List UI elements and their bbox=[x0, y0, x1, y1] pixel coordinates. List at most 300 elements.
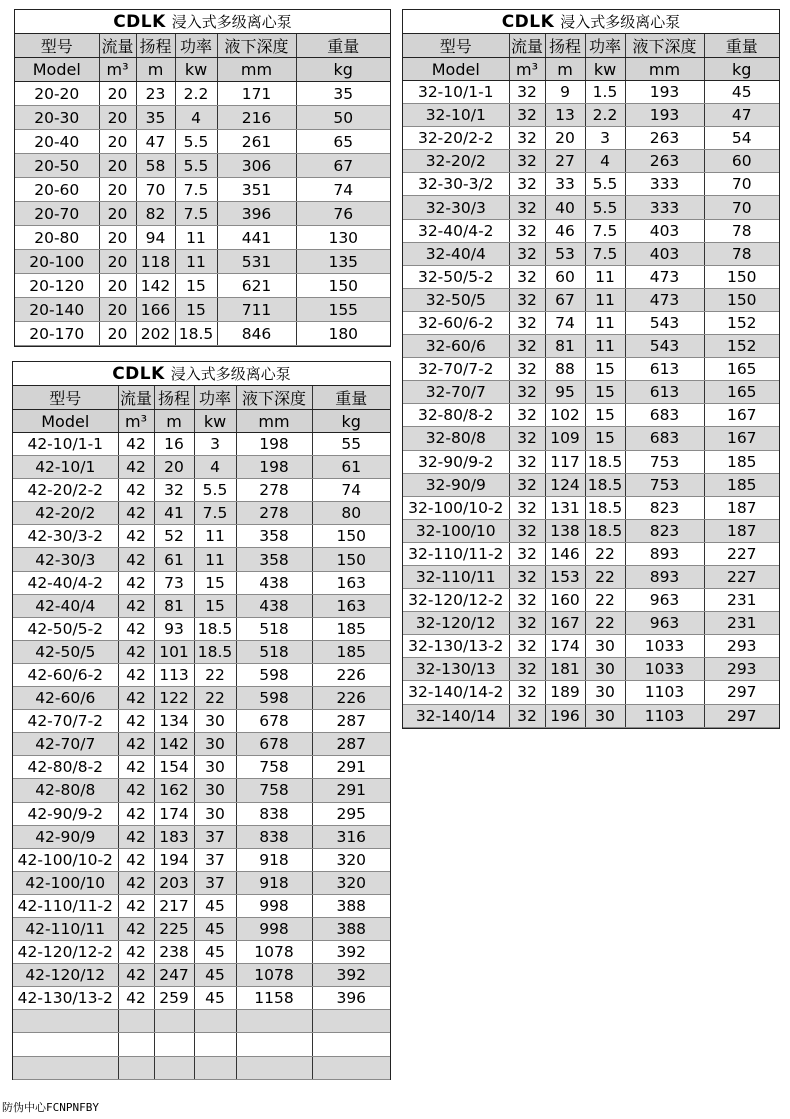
table-row bbox=[15, 250, 390, 274]
table-cell: 60 bbox=[704, 150, 779, 173]
table-cell: 35 bbox=[136, 106, 175, 130]
table-cell: 88 bbox=[545, 358, 585, 381]
table-cell: 162 bbox=[154, 779, 194, 802]
table-cell: 32-70/7-2 bbox=[403, 358, 509, 381]
table-cell: 683 bbox=[625, 427, 704, 450]
table-cell: 11 bbox=[585, 288, 625, 311]
table-cell: 621 bbox=[217, 274, 296, 298]
table-cell: 32 bbox=[509, 381, 545, 404]
table-cell: 102 bbox=[545, 404, 585, 427]
table-cell: 291 bbox=[312, 756, 390, 779]
header-row-cn bbox=[15, 34, 390, 58]
table-cell: 20 bbox=[99, 130, 136, 154]
table-cell: m³ bbox=[99, 58, 136, 82]
table-row bbox=[13, 594, 390, 617]
table-row bbox=[403, 658, 779, 681]
table-cell: 231 bbox=[704, 589, 779, 612]
table-cell: 225 bbox=[154, 917, 194, 940]
table-row bbox=[13, 917, 390, 940]
table-cell: 388 bbox=[312, 917, 390, 940]
table-cell: 998 bbox=[236, 894, 312, 917]
table-cell: 81 bbox=[545, 335, 585, 358]
table-cell: 473 bbox=[625, 288, 704, 311]
table-cell: 42-70/7-2 bbox=[13, 710, 118, 733]
table-cell: 543 bbox=[625, 311, 704, 334]
table-cell: 18.5 bbox=[585, 519, 625, 542]
table-cell: 20-50 bbox=[15, 154, 99, 178]
table-cell: 278 bbox=[236, 479, 312, 502]
table-cell: 42 bbox=[118, 756, 154, 779]
table-cell: 351 bbox=[217, 178, 296, 202]
table-cell: 40 bbox=[545, 196, 585, 219]
table-cell: 231 bbox=[704, 612, 779, 635]
table-cell: 5.5 bbox=[585, 196, 625, 219]
table-row bbox=[403, 311, 779, 334]
table-cell: kg bbox=[296, 58, 390, 82]
table-cell: mm bbox=[625, 58, 704, 81]
table-cell: 153 bbox=[545, 565, 585, 588]
table-cell: 74 bbox=[312, 479, 390, 502]
table-cell: 32 bbox=[509, 127, 545, 150]
table-cell: 32-50/5 bbox=[403, 288, 509, 311]
table-cell: 32 bbox=[509, 358, 545, 381]
table-cell: 838 bbox=[236, 802, 312, 825]
table-row bbox=[403, 104, 779, 127]
table-cell bbox=[312, 1033, 390, 1056]
table-cell: 187 bbox=[704, 496, 779, 519]
table-row bbox=[403, 427, 779, 450]
table-cell: 42-130/13-2 bbox=[13, 987, 118, 1010]
table-cell: 293 bbox=[704, 658, 779, 681]
table-cell: 20 bbox=[99, 226, 136, 250]
table-cell: 42 bbox=[118, 779, 154, 802]
table-cell: 217 bbox=[154, 894, 194, 917]
table-cell: 58 bbox=[136, 154, 175, 178]
table-cell: 65 bbox=[296, 130, 390, 154]
table-cell: 16 bbox=[154, 433, 194, 456]
table-cell: 流量 bbox=[99, 34, 136, 58]
table-cell: 403 bbox=[625, 242, 704, 265]
table-cell: 291 bbox=[312, 779, 390, 802]
table-cell: 11 bbox=[175, 250, 217, 274]
table-cell: 42 bbox=[118, 964, 154, 987]
table-cell: 150 bbox=[704, 288, 779, 311]
table-cell: 32 bbox=[509, 612, 545, 635]
table-cell: 20 bbox=[545, 127, 585, 150]
table-cell: 167 bbox=[545, 612, 585, 635]
table-cell: 238 bbox=[154, 941, 194, 964]
table-cell: 180 bbox=[296, 322, 390, 346]
table-cell: 306 bbox=[217, 154, 296, 178]
table-cell bbox=[13, 1033, 118, 1056]
table-cell: 122 bbox=[154, 687, 194, 710]
table-cell: 52 bbox=[154, 525, 194, 548]
table-cell: 20-30 bbox=[15, 106, 99, 130]
table-title-brand: CDLK bbox=[112, 364, 165, 384]
table-cell bbox=[236, 1010, 312, 1033]
table-cell: 45 bbox=[704, 81, 779, 104]
table-cell bbox=[13, 1056, 118, 1079]
table-cell: 42-100/10-2 bbox=[13, 848, 118, 871]
table-cell: 42 bbox=[118, 687, 154, 710]
table-cell: 388 bbox=[312, 894, 390, 917]
table-cell: 42 bbox=[118, 917, 154, 940]
table-cell: 42 bbox=[118, 617, 154, 640]
table-row bbox=[403, 288, 779, 311]
table-cell: 167 bbox=[704, 427, 779, 450]
table-cell: 7.5 bbox=[175, 178, 217, 202]
table-cell: 11 bbox=[585, 265, 625, 288]
spec-table-grid bbox=[13, 386, 390, 1080]
table-cell: 78 bbox=[704, 242, 779, 265]
table-cell: 150 bbox=[296, 274, 390, 298]
table-row bbox=[403, 358, 779, 381]
table-cell: 32 bbox=[509, 496, 545, 519]
table-cell: 160 bbox=[545, 589, 585, 612]
table-cell: 42 bbox=[118, 571, 154, 594]
table-cell: 185 bbox=[704, 473, 779, 496]
table-cell: 20-120 bbox=[15, 274, 99, 298]
table-cell: 18.5 bbox=[194, 640, 236, 663]
table-cell: 893 bbox=[625, 542, 704, 565]
table-cell: 263 bbox=[625, 150, 704, 173]
table-cell: 20 bbox=[99, 178, 136, 202]
table-cell: 42 bbox=[118, 987, 154, 1010]
table-cell: 42 bbox=[118, 525, 154, 548]
table-cell: 11 bbox=[194, 548, 236, 571]
table-cell: 7.5 bbox=[585, 219, 625, 242]
table-cell: 32-90/9 bbox=[403, 473, 509, 496]
table-cell: 功率 bbox=[194, 386, 236, 410]
table-row bbox=[13, 640, 390, 663]
table-cell: 42 bbox=[118, 456, 154, 479]
table-cell: 183 bbox=[154, 825, 194, 848]
table-row bbox=[15, 154, 390, 178]
table-cell: 20 bbox=[154, 456, 194, 479]
table-cell: 42 bbox=[118, 548, 154, 571]
table-row bbox=[13, 1056, 390, 1079]
table-cell: 32-90/9-2 bbox=[403, 450, 509, 473]
table-cell: 11 bbox=[585, 335, 625, 358]
table-cell: 4 bbox=[194, 456, 236, 479]
table-cell: 32-80/8 bbox=[403, 427, 509, 450]
table-cell: 54 bbox=[704, 127, 779, 150]
table-cell: 47 bbox=[136, 130, 175, 154]
table-cell: 32 bbox=[509, 81, 545, 104]
header-row-cn bbox=[13, 386, 390, 410]
table-row bbox=[403, 450, 779, 473]
table-cell: 438 bbox=[236, 594, 312, 617]
table-cell: 42-120/12-2 bbox=[13, 941, 118, 964]
table-row bbox=[13, 941, 390, 964]
table-cell: 203 bbox=[154, 871, 194, 894]
table-cell: 753 bbox=[625, 473, 704, 496]
table-cell: 165 bbox=[704, 358, 779, 381]
table-cell: 131 bbox=[545, 496, 585, 519]
table-cell: 392 bbox=[312, 941, 390, 964]
table-cell: kw bbox=[194, 410, 236, 433]
table-row bbox=[403, 335, 779, 358]
table-cell: 42 bbox=[118, 871, 154, 894]
table-row bbox=[13, 987, 390, 1010]
table-title-text: 浸入式多级离心泵 bbox=[560, 13, 681, 31]
spec-table-grid bbox=[403, 34, 779, 728]
table-row bbox=[13, 479, 390, 502]
table-cell: 20 bbox=[99, 250, 136, 274]
table-cell: 293 bbox=[704, 635, 779, 658]
table-cell: 15 bbox=[585, 381, 625, 404]
table-cell: 78 bbox=[704, 219, 779, 242]
table-cell: 81 bbox=[154, 594, 194, 617]
table-cell: 11 bbox=[194, 525, 236, 548]
table-cell: 53 bbox=[545, 242, 585, 265]
table-row bbox=[403, 219, 779, 242]
table-cell: 101 bbox=[154, 640, 194, 663]
table-cell: 154 bbox=[154, 756, 194, 779]
table-row bbox=[403, 681, 779, 704]
table-row bbox=[403, 542, 779, 565]
table-cell: 3 bbox=[585, 127, 625, 150]
table-row bbox=[13, 756, 390, 779]
table-cell: 678 bbox=[236, 733, 312, 756]
table-cell: 42-30/3 bbox=[13, 548, 118, 571]
table-cell: 166 bbox=[136, 298, 175, 322]
table-cell: 155 bbox=[296, 298, 390, 322]
table-cell: m bbox=[154, 410, 194, 433]
table-cell: 型号 bbox=[403, 34, 509, 58]
table-cell: 23 bbox=[136, 82, 175, 106]
spec-table-32-series bbox=[402, 9, 780, 729]
table-cell: 358 bbox=[236, 548, 312, 571]
table-cell: 20-170 bbox=[15, 322, 99, 346]
table-cell: 32-110/11-2 bbox=[403, 542, 509, 565]
table-cell: 67 bbox=[296, 154, 390, 178]
table-cell: 181 bbox=[545, 658, 585, 681]
table-cell: 37 bbox=[194, 848, 236, 871]
table-cell bbox=[118, 1056, 154, 1079]
table-cell: 42-40/4 bbox=[13, 594, 118, 617]
table-cell: 15 bbox=[194, 571, 236, 594]
table-row bbox=[403, 704, 779, 727]
table-cell: 61 bbox=[154, 548, 194, 571]
table-cell: 4 bbox=[585, 150, 625, 173]
table-cell: 174 bbox=[154, 802, 194, 825]
table-cell: 5.5 bbox=[175, 130, 217, 154]
table-cell: 重量 bbox=[704, 34, 779, 58]
table-row bbox=[13, 571, 390, 594]
table-row bbox=[403, 496, 779, 519]
table-cell: 32-40/4-2 bbox=[403, 219, 509, 242]
table-cell: 758 bbox=[236, 779, 312, 802]
table-cell: 型号 bbox=[13, 386, 118, 410]
table-cell: 198 bbox=[236, 456, 312, 479]
table-cell: 1033 bbox=[625, 658, 704, 681]
table-cell: 543 bbox=[625, 335, 704, 358]
table-cell: 130 bbox=[296, 226, 390, 250]
table-cell: 163 bbox=[312, 571, 390, 594]
table-cell: 20-140 bbox=[15, 298, 99, 322]
table-title-brand: CDLK bbox=[113, 12, 166, 32]
spec-table-grid bbox=[15, 34, 390, 346]
table-cell: 42 bbox=[118, 502, 154, 525]
table-cell: 74 bbox=[296, 178, 390, 202]
table-title bbox=[15, 10, 390, 34]
table-cell: 42-100/10 bbox=[13, 871, 118, 894]
table-cell: 42-110/11 bbox=[13, 917, 118, 940]
table-cell: 613 bbox=[625, 381, 704, 404]
table-cell: 518 bbox=[236, 640, 312, 663]
table-cell: 45 bbox=[194, 917, 236, 940]
table-cell: 2.2 bbox=[175, 82, 217, 106]
table-cell: 42 bbox=[118, 710, 154, 733]
spec-table-42-series bbox=[12, 361, 391, 1080]
table-row bbox=[403, 150, 779, 173]
table-cell: 297 bbox=[704, 704, 779, 727]
table-cell: 963 bbox=[625, 612, 704, 635]
table-cell: 32 bbox=[509, 265, 545, 288]
table-cell: 32 bbox=[509, 104, 545, 127]
table-cell bbox=[118, 1010, 154, 1033]
table-cell: Model bbox=[403, 58, 509, 81]
table-cell: 32 bbox=[509, 565, 545, 588]
table-row bbox=[403, 127, 779, 150]
table-cell: 32-20/2-2 bbox=[403, 127, 509, 150]
table-cell: 30 bbox=[194, 779, 236, 802]
table-row bbox=[13, 433, 390, 456]
table-row bbox=[403, 381, 779, 404]
table-cell: 32 bbox=[509, 519, 545, 542]
table-cell: 50 bbox=[296, 106, 390, 130]
table-cell: 198 bbox=[236, 433, 312, 456]
table-cell: 32-60/6 bbox=[403, 335, 509, 358]
table-cell: 42-50/5-2 bbox=[13, 617, 118, 640]
table-cell: 32 bbox=[509, 658, 545, 681]
table-cell: 45 bbox=[194, 964, 236, 987]
table-cell: 196 bbox=[545, 704, 585, 727]
table-cell: 55 bbox=[312, 433, 390, 456]
table-cell: 42 bbox=[118, 594, 154, 617]
table-row bbox=[403, 265, 779, 288]
table-row bbox=[13, 1033, 390, 1056]
table-title bbox=[13, 362, 390, 386]
table-cell: 32-20/2 bbox=[403, 150, 509, 173]
table-cell: 32 bbox=[509, 150, 545, 173]
table-row bbox=[15, 106, 390, 130]
table-cell: 138 bbox=[545, 519, 585, 542]
table-cell: 80 bbox=[312, 502, 390, 525]
table-cell: 32 bbox=[509, 704, 545, 727]
table-cell bbox=[312, 1010, 390, 1033]
table-cell: 功率 bbox=[585, 34, 625, 58]
table-cell: mm bbox=[236, 410, 312, 433]
table-cell: 918 bbox=[236, 848, 312, 871]
table-cell: 1033 bbox=[625, 635, 704, 658]
table-cell: 227 bbox=[704, 542, 779, 565]
table-cell: 1103 bbox=[625, 704, 704, 727]
table-cell: 1103 bbox=[625, 681, 704, 704]
table-cell: 823 bbox=[625, 519, 704, 542]
table-row bbox=[15, 322, 390, 346]
table-cell: 295 bbox=[312, 802, 390, 825]
table-cell: 150 bbox=[312, 548, 390, 571]
table-cell: 70 bbox=[704, 196, 779, 219]
table-cell: 22 bbox=[585, 542, 625, 565]
header-row-en bbox=[15, 58, 390, 82]
header-row-en bbox=[403, 58, 779, 81]
table-cell: 42-60/6 bbox=[13, 687, 118, 710]
table-cell: 15 bbox=[175, 274, 217, 298]
table-cell: kw bbox=[585, 58, 625, 81]
table-cell: m³ bbox=[509, 58, 545, 81]
table-cell: 13 bbox=[545, 104, 585, 127]
table-cell: 32 bbox=[509, 173, 545, 196]
table-cell bbox=[236, 1056, 312, 1079]
table-cell: 678 bbox=[236, 710, 312, 733]
table-cell: 32 bbox=[509, 196, 545, 219]
table-cell: 20 bbox=[99, 202, 136, 226]
table-cell: 42-30/3-2 bbox=[13, 525, 118, 548]
table-cell: 2.2 bbox=[585, 104, 625, 127]
table-cell: 7.5 bbox=[175, 202, 217, 226]
table-cell: 60 bbox=[545, 265, 585, 288]
table-cell: 193 bbox=[625, 81, 704, 104]
table-cell: 134 bbox=[154, 710, 194, 733]
table-cell: 42-20/2 bbox=[13, 502, 118, 525]
table-cell: 109 bbox=[545, 427, 585, 450]
table-row bbox=[15, 202, 390, 226]
table-cell: 18.5 bbox=[585, 450, 625, 473]
table-cell: 261 bbox=[217, 130, 296, 154]
table-cell: 70 bbox=[136, 178, 175, 202]
table-cell: 396 bbox=[312, 987, 390, 1010]
table-row bbox=[403, 473, 779, 496]
table-cell: 683 bbox=[625, 404, 704, 427]
table-cell: mm bbox=[217, 58, 296, 82]
table-cell: 287 bbox=[312, 733, 390, 756]
table-cell: 42-90/9-2 bbox=[13, 802, 118, 825]
table-cell: 61 bbox=[312, 456, 390, 479]
table-cell: 液下深度 bbox=[217, 34, 296, 58]
table-cell bbox=[194, 1010, 236, 1033]
table-cell: 438 bbox=[236, 571, 312, 594]
table-cell: 82 bbox=[136, 202, 175, 226]
table-cell: 32 bbox=[509, 288, 545, 311]
table-cell: 396 bbox=[217, 202, 296, 226]
table-cell: 7.5 bbox=[585, 242, 625, 265]
table-cell: 32 bbox=[509, 242, 545, 265]
table-cell: 117 bbox=[545, 450, 585, 473]
table-cell: 1158 bbox=[236, 987, 312, 1010]
table-cell: 42-110/11-2 bbox=[13, 894, 118, 917]
table-cell: 226 bbox=[312, 663, 390, 686]
table-cell: 15 bbox=[585, 427, 625, 450]
table-cell: 202 bbox=[136, 322, 175, 346]
table-cell: 758 bbox=[236, 756, 312, 779]
table-cell: 扬程 bbox=[154, 386, 194, 410]
table-cell: 32-80/8-2 bbox=[403, 404, 509, 427]
table-cell: 70 bbox=[704, 173, 779, 196]
table-cell: 32-130/13 bbox=[403, 658, 509, 681]
table-cell: 32-10/1 bbox=[403, 104, 509, 127]
table-cell: 32 bbox=[154, 479, 194, 502]
table-row bbox=[13, 687, 390, 710]
table-cell: 187 bbox=[704, 519, 779, 542]
table-row bbox=[13, 802, 390, 825]
table-row bbox=[403, 635, 779, 658]
table-cell: 41 bbox=[154, 502, 194, 525]
table-cell: 15 bbox=[585, 358, 625, 381]
table-cell: 32-30/3 bbox=[403, 196, 509, 219]
